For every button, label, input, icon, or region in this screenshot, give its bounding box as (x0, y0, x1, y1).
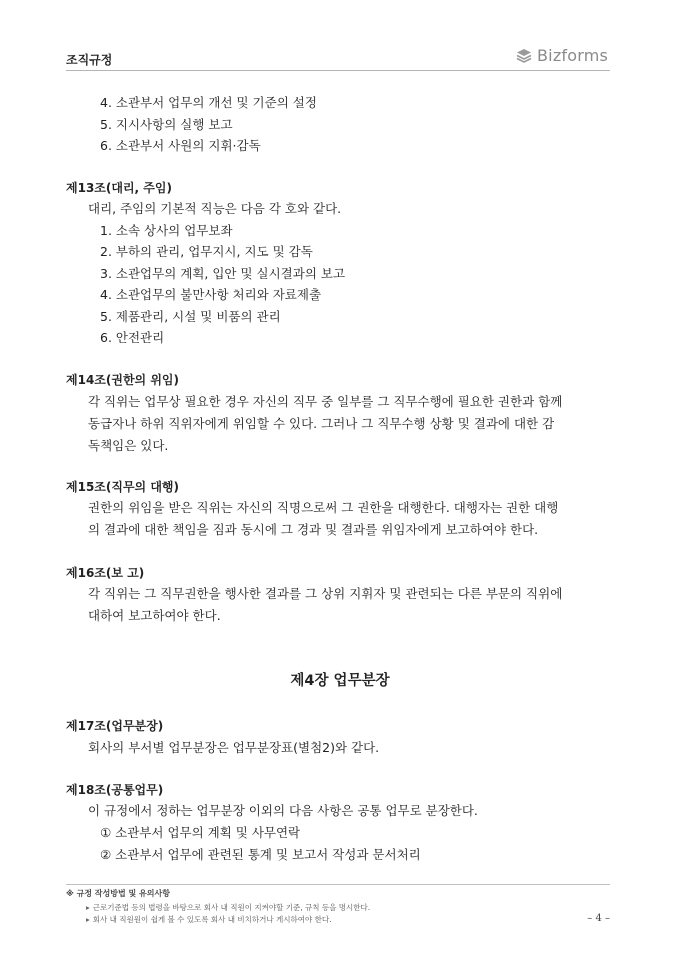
list-item: 4. 소관업무의 불만사항 처리와 자료제출 (100, 287, 322, 302)
header-divider (66, 70, 610, 71)
bizforms-logo (515, 46, 608, 65)
list-item: 3. 소관업무의 계획, 입안 및 실시결과의 보고 (100, 266, 346, 281)
article-18-intro: 이 규정에서 정하는 업무분장 이외의 다음 사항은 공통 업무로 분장한다. (88, 803, 478, 818)
list-item: ① 소관부서 업무의 계획 및 사무연락 (100, 825, 301, 840)
article-13-heading: 제13조(대리, 주임) (66, 181, 172, 195)
footer-note-title: ※ 규정 작성방법 및 유의사항 (66, 889, 170, 898)
article-17-body: 회사의 부서별 업무분장은 업무분장표(별첨2)와 같다. (88, 740, 380, 755)
footer-note-item: ▸ 회사 내 직원원이 쉽게 볼 수 있도록 회사 내 비치하거나 게시하여야 한다. (86, 914, 331, 925)
paragraph-line: 각 직위는 업무상 필요한 경우 자신의 직무 중 일부를 그 직무수행에 필요한 권한과 함께 (88, 394, 563, 409)
list-item: 5. 제품관리, 시설 및 비품의 관리 (100, 309, 281, 324)
stacked-layers-icon (515, 47, 533, 65)
article-13-intro: 대리, 주임의 기본적 직능은 다음 각 호와 같다. (88, 201, 342, 216)
article-15-heading: 제15조(직무의 대행) (66, 480, 179, 494)
list-item: 5. 지시사항의 실행 보고 (100, 117, 233, 132)
list-item: 1. 소속 상사의 업무보좌 (100, 223, 233, 238)
list-item: 4. 소관부서 업무의 개선 및 기준의 설정 (100, 95, 317, 110)
article-17-heading: 제17조(업무분장) (66, 719, 164, 733)
article-18-heading: 제18조(공통업무) (66, 783, 164, 797)
document-title: 조직규정 (66, 53, 113, 67)
paragraph-line: 독책임은 있다. (88, 438, 169, 453)
page-number: – 4 – (587, 913, 610, 924)
list-item: 2. 부하의 관리, 업무지시, 지도 및 감독 (100, 244, 313, 259)
footer-divider (66, 884, 610, 885)
paragraph-line: 대하여 보고하여야 한다. (88, 608, 221, 623)
list-item: 6. 안전관리 (100, 330, 165, 345)
paragraph-line: 의 결과에 대한 책임을 짐과 동시에 그 경과 및 결과를 위임자에게 보고하여야 한다. (88, 522, 539, 537)
chapter-heading: 제4장 업무분장 (290, 673, 390, 689)
list-item: ② 소관부서 업무에 관련된 통계 및 보고서 작성과 문서처리 (100, 847, 421, 862)
paragraph-line: 권한의 위임을 받은 직위는 자신의 직명으로써 그 권한을 대행한다. 대행자는 권한 대행 (88, 500, 559, 515)
paragraph-line: 각 직위는 그 직무권한을 행사한 결과를 그 상위 지휘자 및 관련되는 다른 부문의 직위에 (88, 586, 563, 601)
article-15-body (88, 497, 610, 541)
footer-note-item: ▸ 근로기준법 등의 법령을 바탕으로 회사 내 직원이 지켜야할 기준, 규칙 등을 명시한다. (86, 902, 370, 913)
article-14-body (88, 391, 610, 457)
article-16-heading: 제16조(보 고) (66, 566, 145, 580)
list-item: 6. 소관부서 사원의 지휘·감독 (100, 138, 261, 153)
paragraph-line: 동급자나 하위 직위자에게 위임할 수 있다. 그러나 그 직무수행 상황 및 결과에 대한 감 (88, 416, 555, 431)
article-16-body (88, 583, 610, 627)
article-14-heading: 제14조(권한의 위임) (66, 373, 179, 387)
logo-text: Bizforms (537, 46, 609, 65)
